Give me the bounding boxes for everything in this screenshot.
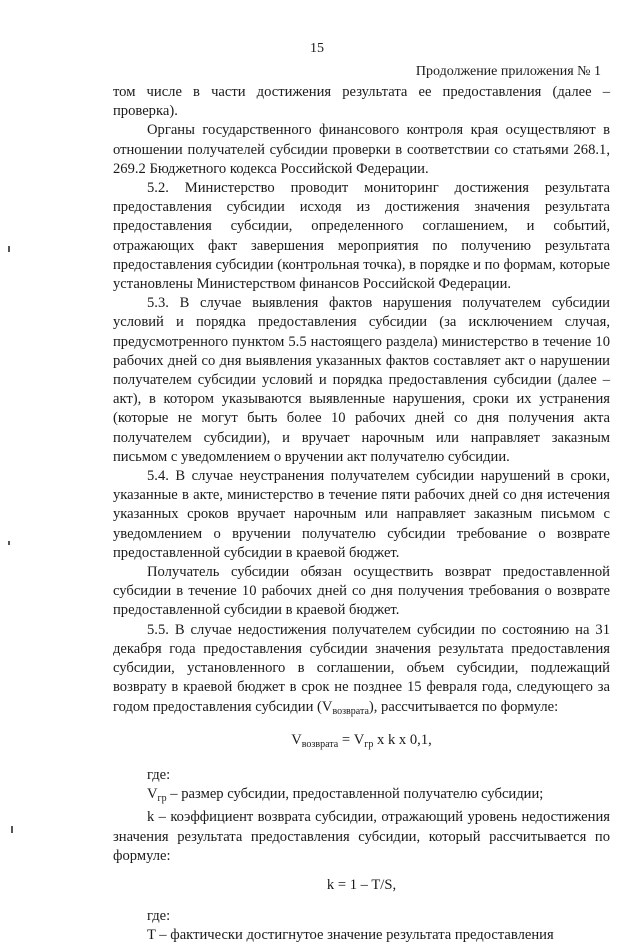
formula1-mid-sub: гр xyxy=(364,738,374,750)
definition-k: k – коэффициент возврата субсидии, отражающий уровень недостижения значения результата предоставления субсидии, который рассчитывается по формуле: xyxy=(113,809,610,864)
formula1-lhs-sub: возврата xyxy=(301,738,339,750)
definition-v-text: – размер субсидии, предоставленной получателю субсидии; xyxy=(166,786,544,803)
definition-v-subscript: гр xyxy=(157,793,167,805)
formula-k: k = 1 – T/S, xyxy=(326,876,397,893)
definition-v-symbol: V xyxy=(147,786,158,803)
paragraph-5-5-text: 5.5. В случае недостижения получателем субсидии по состоянию на 31 декабря года предоставления субсидии значения результата предоставления субсидии, установленного в соглашении, объем субсидии, подлежащий возврату в краевой бюджет в срок не позднее 15 февраля года, следующего за годом предоставления субсидии (V xyxy=(113,621,610,715)
appendix-note: Продолжение приложения № 1 xyxy=(415,64,601,79)
scan-edge-mark xyxy=(11,826,13,833)
where-label-2: где: xyxy=(147,908,171,925)
paragraph-5-5 xyxy=(113,621,610,721)
paragraph-5-5-subscript: возврата xyxy=(332,705,369,717)
document-body xyxy=(113,83,610,946)
definition-t: T – фактически достигнутое значение результата предоставления xyxy=(147,927,554,944)
formula1-rhs: x k x 0,1, xyxy=(373,731,432,748)
page-number: 15 xyxy=(310,41,324,56)
definition-v xyxy=(113,785,610,808)
paragraph-return-obligation: Получатель субсидии обязан осуществить возврат предоставленной субсидии в течение 10 рабочих дней со дня получения требования о возврате предоставленной субсидии в краевой бюджет. xyxy=(113,564,610,619)
where-label-1: где: xyxy=(147,766,171,783)
formula-return-volume xyxy=(113,731,610,754)
paragraph-financial-control: Органы государственного финансового контроля края осуществляют в отношении получателей субсидии проверки в соответствии со статьями 268.1, 269.2 Бюджетного кодекса Российской Федерации. xyxy=(113,122,610,177)
paragraph-5-5-tail: ), рассчитывается по формуле: xyxy=(368,698,559,715)
scan-edge-mark xyxy=(8,541,10,545)
paragraph-continuation: том числе в части достижения результата ее предоставления (далее – проверка). xyxy=(113,84,610,120)
paragraph-5-3: 5.3. В случае выявления фактов нарушения получателем субсидии условий и порядка предоставления субсидии (за исключением случая, предусмотренного пунктом 5.5 настоящего раздела) министерство в течение 10 рабочих дней со дня выявления указанных фактов составляет акт о нарушении получателем субсидии условий и порядка предоставления субсидии (далее – акт), в котором указываются выявленные нарушения, сроки их устранения (которые не могут быть более 10 рабочих дней со дня получения акта получателем субсидии), и вручает нарочным или направляет заказным письмом с уведомлением о вручении акт получателю субсидии. xyxy=(113,295,610,465)
paragraph-5-2: 5.2. Министерство проводит мониторинг достижения результата предоставления субсидии исходя из достижения значения результата предоставления субсидии, определенного соглашением, и событий, отражающих факт завершения мероприятия по получению результата предоставления субсидии (контрольная точка), в порядке и по формам, которые установлены Министерством финансов Российской Федерации. xyxy=(113,180,610,293)
formula1-mid: = V xyxy=(338,731,365,748)
scan-edge-mark xyxy=(8,246,10,252)
formula1-lhs: V xyxy=(291,731,302,748)
paragraph-5-4: 5.4. В случае неустранения получателем субсидии нарушений в сроки, указанные в акте, министерство в течение пяти рабочих дней со дня истечения указанных сроков вручает нарочным или направляет заказным письмом с уведомлением о вручении получателю субсидии требование о возврате предоставленной субсидии в краевой бюджет. xyxy=(113,468,610,561)
